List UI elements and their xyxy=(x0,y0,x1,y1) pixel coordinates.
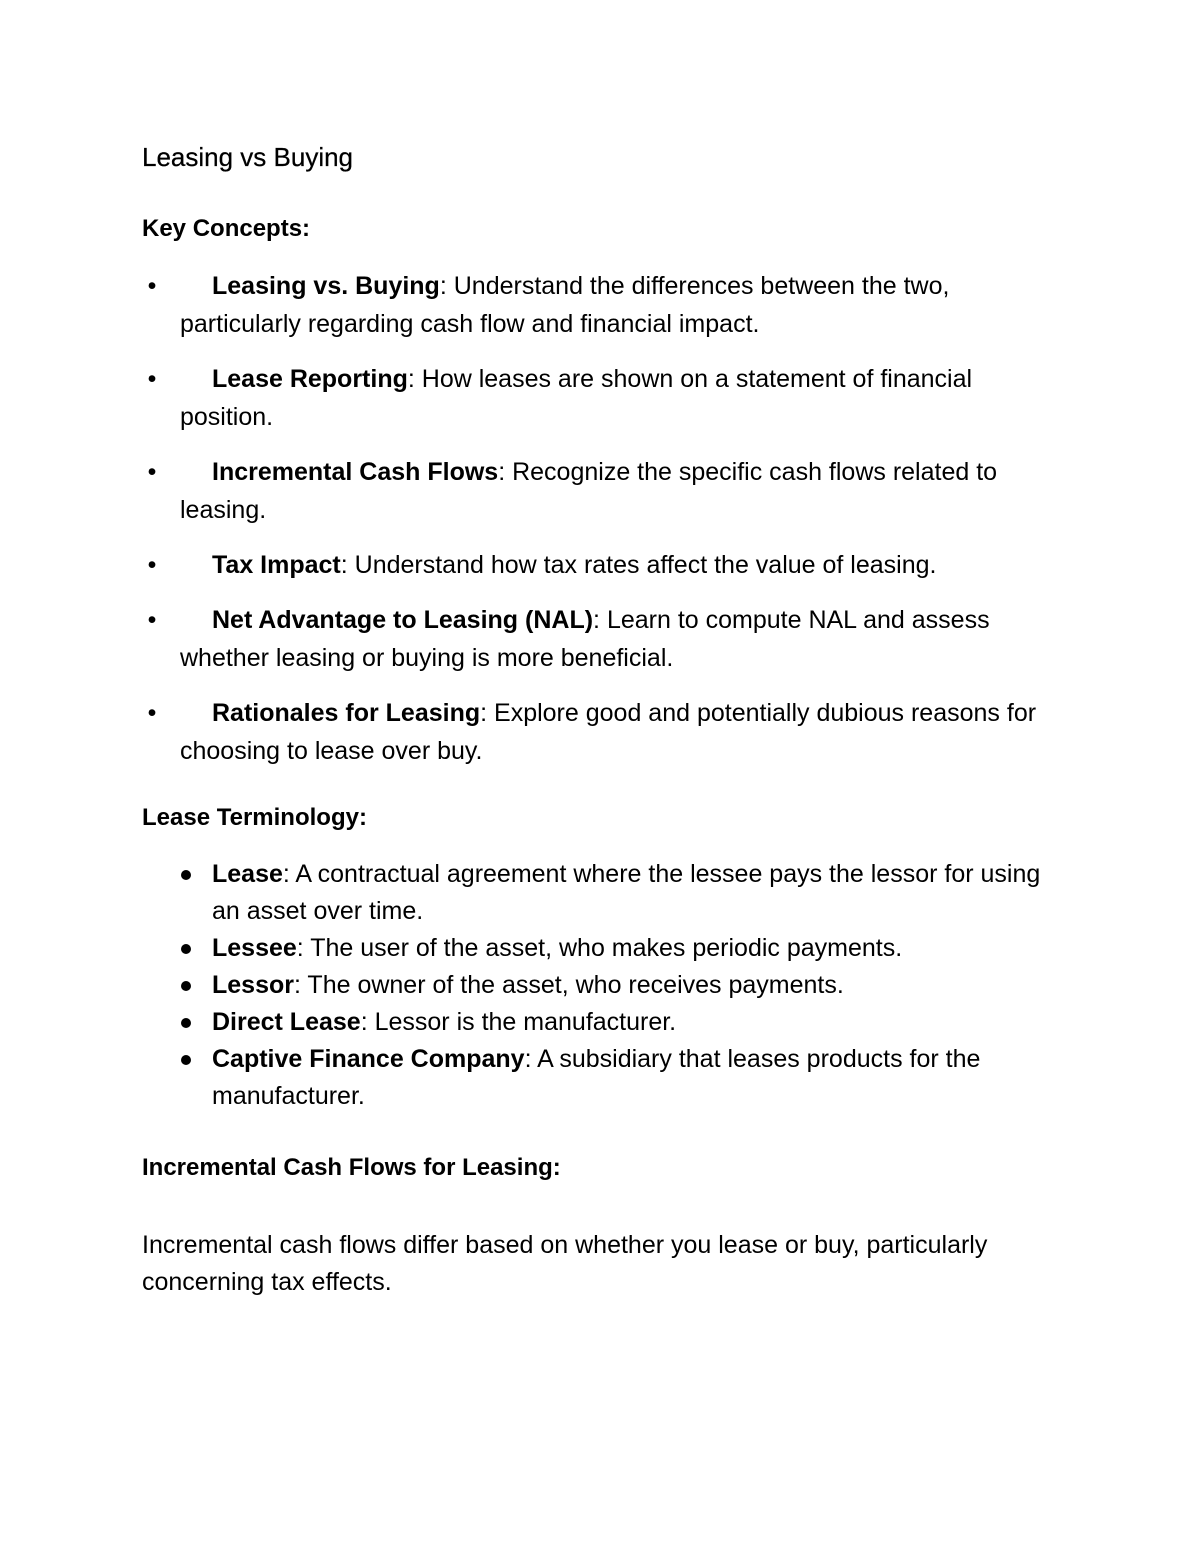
bullet-icon: • xyxy=(147,606,157,634)
list-item xyxy=(147,360,1060,436)
concept-term: Incremental Cash Flows xyxy=(212,458,499,486)
term-name: Lessee xyxy=(212,934,297,962)
bullet-dot-icon xyxy=(181,1055,191,1065)
key-concepts-list xyxy=(147,267,1060,787)
list-item xyxy=(147,601,1060,677)
bullet-dot-icon xyxy=(181,1018,191,1028)
term-definition: : A subsidiary that leases products for the manufacturer. xyxy=(212,1045,981,1110)
term-name: Lessor xyxy=(212,971,294,999)
list-item xyxy=(180,967,1060,1004)
term-definition: : The owner of the asset, who receives payments. xyxy=(293,971,844,999)
incremental-cash-flows-heading: Incremental Cash Flows for Leasing: xyxy=(142,1154,561,1181)
term-definition: : A contractual agreement where the lessee pays the lessor for using an asset over time. xyxy=(212,860,1041,925)
term-definition: : Lessor is the manufacturer. xyxy=(360,1008,677,1036)
concept-term: Leasing vs. Buying xyxy=(212,272,440,300)
concept-description: : Learn to compute NAL and assess whether leasing or buying is more beneficial. xyxy=(180,606,990,672)
list-item xyxy=(147,453,1060,529)
term-name: Lease xyxy=(212,860,283,888)
list-item xyxy=(180,930,1060,967)
concept-description: : Explore good and potentially dubious reasons for choosing to lease over buy. xyxy=(180,699,1037,765)
term-name: Direct Lease xyxy=(212,1008,361,1036)
list-item xyxy=(147,694,1060,770)
bullet-icon: • xyxy=(147,272,157,300)
concept-term: Rationales for Leasing xyxy=(212,699,481,727)
bullet-dot-icon xyxy=(181,870,191,880)
key-concepts-heading: Key Concepts: xyxy=(142,215,311,242)
document-title: Leasing vs Buying xyxy=(142,142,354,172)
list-item xyxy=(147,267,1060,343)
term-name: Captive Finance Company xyxy=(212,1045,525,1073)
bullet-icon: • xyxy=(147,365,157,393)
concept-description: : How leases are shown on a statement of financial position. xyxy=(180,365,973,431)
term-definition: : The user of the asset, who makes periodic payments. xyxy=(296,934,903,962)
lease-terminology-heading: Lease Terminology: xyxy=(142,804,367,831)
bullet-icon: • xyxy=(147,699,157,727)
list-item xyxy=(180,856,1060,930)
bullet-icon: • xyxy=(147,551,157,579)
concept-term: Net Advantage to Leasing (NAL) xyxy=(212,606,594,634)
bullet-dot-icon xyxy=(181,981,191,991)
lease-terminology-list xyxy=(180,856,1060,1115)
concept-description: : Understand how tax rates affect the value of leasing. xyxy=(340,551,937,579)
bullet-dot-icon xyxy=(181,944,191,954)
list-item xyxy=(180,1041,1060,1115)
concept-term: Tax Impact xyxy=(212,551,341,579)
concept-description: : Understand the differences between the two, particularly regarding cash flow and financial impact. xyxy=(180,272,950,338)
list-item xyxy=(180,1004,1060,1041)
concept-description: : Recognize the specific cash flows related to leasing. xyxy=(180,458,998,524)
incremental-cash-flows-paragraph: Incremental cash flows differ based on whether you lease or buy, particularly concerning tax effects. xyxy=(142,1231,988,1296)
bullet-icon: • xyxy=(147,458,157,486)
list-item xyxy=(147,546,1060,584)
concept-term: Lease Reporting xyxy=(212,365,408,393)
